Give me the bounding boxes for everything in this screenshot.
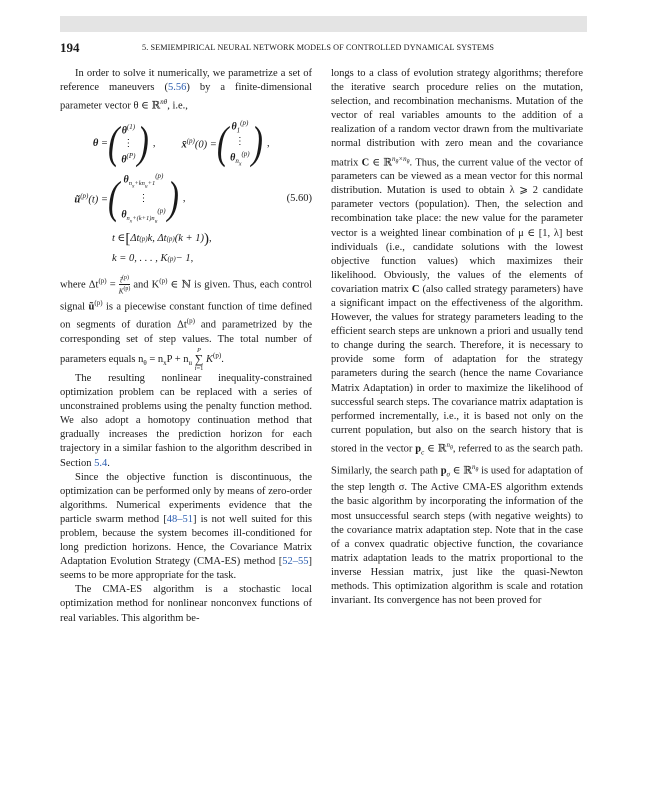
citation-link-48-51[interactable]: 48–51 <box>166 513 193 525</box>
equation-number: (5.60) <box>286 192 312 204</box>
equation-block: θ = ( $\theta^{(1)}$ ⋮ $\theta^{(P)}$ ) , x̄$^{(p)}$(0) = ( $\theta_1^{(p)}$ ⋮ $\theta_{n_x}^{(p)}$ ) , $ũ^{(p)}(t)$ = ( $\theta_{n_x+kn_u+1}^{(p)}$ ⋮ $\theta_{n_x+(k+1)n_u}^{(p)}$ ) , (5.60) t ∈ [ Δt (p) k, Δt (p) (k + 1) ) , k = 0, . . . , K (p) − 1, <box>74 118 312 264</box>
initial-state-vector: ( $\theta_1^{(p)}$ ⋮ $\theta_{n_x}^{(p)}$ ) <box>216 118 263 169</box>
equation-link[interactable]: 5.56 <box>168 82 187 94</box>
top-gray-bar <box>60 16 587 32</box>
page-header <box>60 40 587 56</box>
theta-vector: ( $\theta^{(1)}$ ⋮ $\theta^{(P)}$ ) <box>108 118 149 169</box>
paragraph-intro: In order to solve it numerically, we parametrize a set of reference maneuvers (5.56) by a finite-dimensional parameter vector θ ∈ ℝ$^{n\theta}$, i.e., <box>60 68 313 112</box>
citation-link-52-55[interactable]: 52–55 <box>282 556 309 568</box>
paragraph-penalty: The resulting nonlinear inequality-constrained optimization problem can be replaced with a series of unconstrained problems using the penalty function method. We also adopt a homotopy continuation method that gradually increases the prediction horizon for each trajectory in a similar fashion to the algorithm described in Section 5.4. <box>60 372 312 469</box>
paragraph-cma-es: The CMA-ES algorithm is a stochastic local optimization method for nonlinear nonconvex functions of real variables. This algorithm be- <box>60 584 312 624</box>
page-number: 194 <box>60 40 80 55</box>
section-link[interactable]: 5.4 <box>94 457 108 469</box>
paragraph-where: where $\Delta t^{(p)}$ = $\frac{t̄^{(p)}}{K^{(p)}}$ and $K^{(p)}$ ∈ ℕ is given. Thus, each control signal $ũ^{(p)}$ is a piecewise constant function of time defined on segments of duration $\Delta t^{(p)}$ and parametrized by the corresponding set of step values. The total number of parameters equals $n_\theta = n_xP + n_u$ P ∑ i=1 $K^{(p)}$. <box>60 275 313 372</box>
running-head: 5. SEMIEMPIRICAL NEURAL NETWORK MODELS OF CONTROLLED DYNAMICAL SYSTEMS <box>142 43 495 52</box>
paragraph-evolution-strategy: longs to a class of evolution strategy algorithms; therefore the iterative search procedure relies on the mutation, selection, and recombination mechanisms. Mutation of the vector of real variables amounts to the addition of a realization of a random vector drawn from the multivariate normal distribution with zero mean and the covariance matrix C ∈ ℝ$^{n_\theta\times n_\theta}$. Thus, the current value of the vector of parameters can be viewed as a mean vector for this normal distribution. Mutation is used to obtain λ ⩾ 2 candidate parameter vectors (population). Then, the selection and recombination take place: the new value for the parameter vector is a weighted linear combination of μ ∈ [1, λ] best individuals (i.e., candidate solutions with the lowest objective function values) which maximizes their likelihood. Obviously, the values of the elements of covariation matrix C (also called strategy parameters) have a significant impact on the effectiveness of the algorithm. However, the values for strategy parameters leading to the efficient search steps are unknown a priori and usually tend to change during the search. Therefore, it is necessary to provide some form of adaptation for the strategy parameters during the search (hence the name Covariance Matrix Adaptation) in order to maximize the likelihood of successful search steps. The covariance matrix adaptation is performed incrementally, i.e., it is based not only on the current population, but also on the search history that is stored in the vector $p_c$ ∈ ℝ$^{n_\theta}$, referred to as the search path. Similarly, the search path $p_\sigma$ ∈ ℝ$^{n_\theta}$ is used for adaptation of the step length σ. The Active CMA-ES algorithm extends the basic algorithm by incorporating the information of the most unsuccessful search steps (with negative weights) to the covariance matrix adaptation step. Note that in the case of a convex quadratic objective function, the covariance matrix adaptation leads to the matrix proportional to the inverse Hessian matrix, just like the quasi-Newton methods. This optimization algorithm is scale and rotation invariant. Its convergence has not been proved for <box>331 68 584 607</box>
left-column <box>60 67 312 626</box>
control-vector: ( $\theta_{n_x+kn_u+1}^{(p)}$ ⋮ $\theta_{n_x+(k+1)n_u}^{(p)}$ ) <box>108 172 179 225</box>
paragraph-zero-order: Since the objective function is discontinuous, the optimization can be performed only by means of zero-order algorithms. Numerical experiments evidence that the particle swarm method [48–51] is not well suited for this problem, because the system becomes ill-conditioned for long prediction horizons. Hence, the Covariance Matrix Adaptation Evolution Strategy (CMA-ES) method [52–55] seems to be more appropriate for the task. <box>60 471 312 582</box>
right-column <box>331 67 583 608</box>
